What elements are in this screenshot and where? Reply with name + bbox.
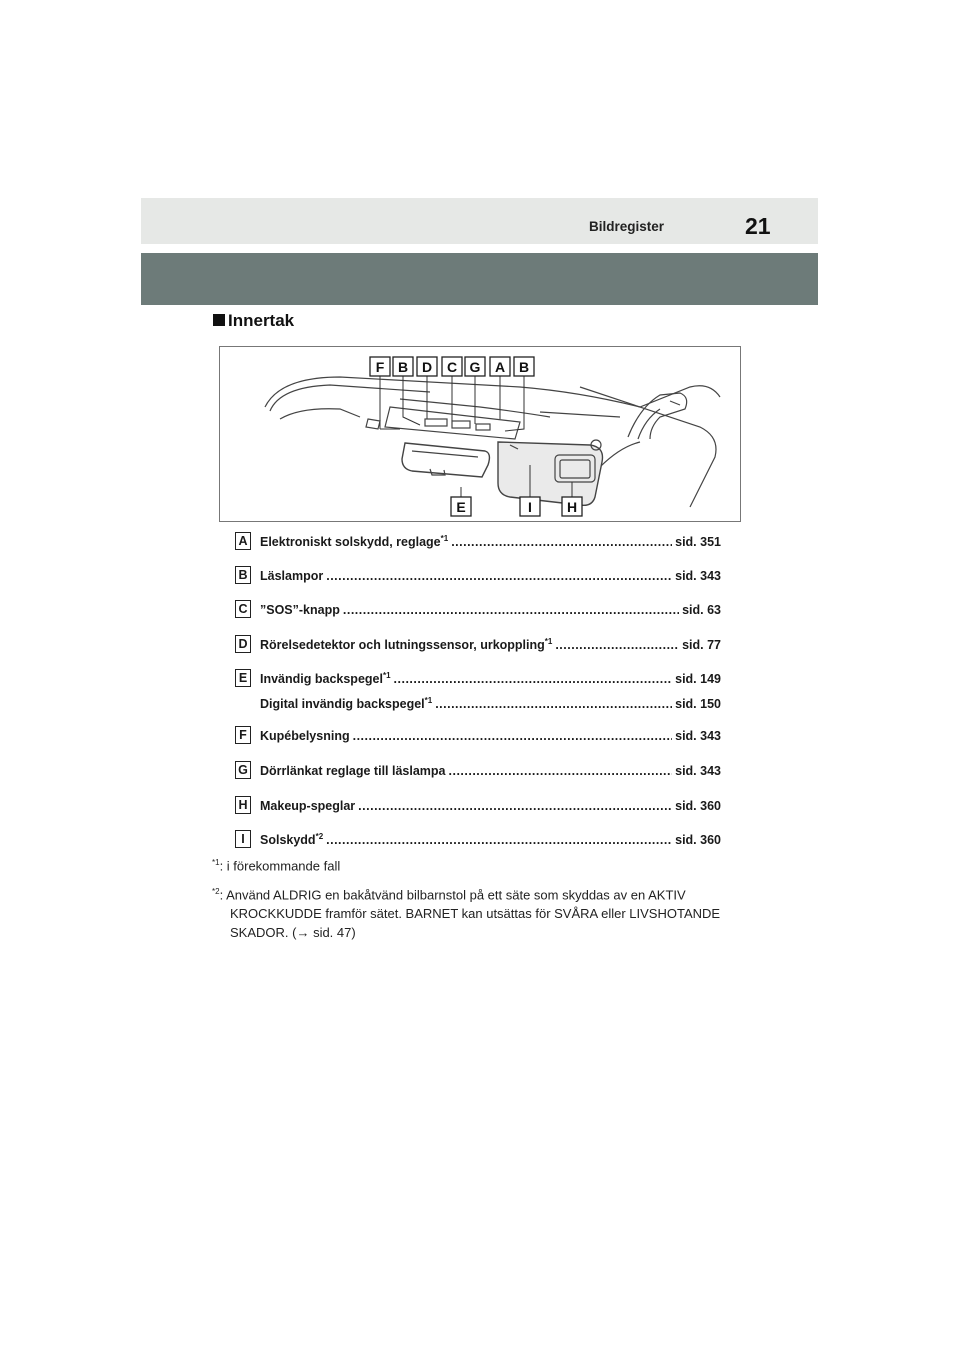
page-number: 21	[745, 213, 771, 239]
entry-row	[260, 764, 721, 778]
entry-row	[260, 672, 721, 686]
footnote-text: : Använd ALDRIG en bakåtvänd bilbarnstol på ett säte som skyddas av en AKTIV KROCKKUDDE framför sätet. BARNET kan utsättas för SVÅRA eller LIVSHOTANDE SKADOR. (→ sid. 47)	[219, 887, 721, 941]
entry-page-ref: sid. 343	[675, 764, 721, 778]
entry-letter-C: C	[235, 600, 251, 618]
section-title: Innertak	[228, 311, 295, 330]
entry-page-ref: sid. 360	[675, 799, 721, 813]
entry-sup: *1	[440, 533, 449, 543]
entry-sup: *1	[424, 695, 433, 705]
entry-letter-G: G	[235, 761, 251, 779]
entry-text: Elektroniskt solskydd, reglage	[260, 535, 441, 549]
entry-row	[260, 569, 721, 583]
diagram-label-B2: B	[518, 359, 530, 375]
entry-text: ”SOS”-knapp	[260, 603, 340, 617]
diagram-label-E: E	[456, 499, 466, 515]
entry-text: Makeup-speglar	[260, 799, 356, 813]
entry-page-ref: sid. 343	[675, 729, 721, 743]
diagram-label-A: A	[494, 359, 506, 375]
entry-page-ref: sid. 360	[675, 833, 721, 847]
entry-sup: *1	[544, 636, 553, 646]
entry-text: Rörelsedetektor och lutningssensor, urkoppling	[260, 638, 545, 652]
entry-letter-E: E	[235, 669, 251, 687]
entry-page-ref: sid. 63	[682, 603, 721, 617]
entry-sup: *1	[382, 670, 391, 680]
entry-row	[260, 535, 721, 549]
entry-text: Digital invändig backspegel	[260, 697, 425, 711]
section-name: Bildregister	[589, 219, 665, 234]
entry-letter-B: B	[235, 566, 251, 584]
diagram-label-H: H	[566, 499, 578, 515]
entry-row	[260, 638, 721, 652]
entry-letter-A: A	[235, 532, 251, 550]
entry-text: Invändig backspegel	[260, 672, 383, 686]
entry-text: Kupébelysning	[260, 729, 350, 743]
entry-page-ref: sid. 149	[675, 672, 721, 686]
entry-row	[260, 729, 721, 743]
square-bullet-icon	[213, 314, 225, 326]
header-bar	[141, 253, 818, 305]
diagram-label-I: I	[528, 499, 532, 515]
footnote-1	[212, 858, 340, 873]
diagram-label-B: B	[397, 359, 409, 375]
diagram-label-G: G	[469, 359, 481, 375]
entry-page-ref: sid. 150	[675, 697, 721, 711]
footnote-2	[212, 882, 732, 942]
entry-row	[260, 603, 721, 617]
entry-letter-D: D	[235, 635, 251, 653]
entry-page-ref: sid. 343	[675, 569, 721, 583]
entry-sup: *2	[315, 831, 324, 841]
entry-letter-F: F	[235, 726, 251, 744]
diagram-label-D: D	[421, 359, 433, 375]
entry-row	[260, 799, 721, 813]
entry-page-ref: sid. 77	[682, 638, 721, 652]
entry-page-ref: sid. 351	[675, 535, 721, 549]
entry-letter-H: H	[235, 796, 251, 814]
entry-text: Dörrlänkat reglage till läslampa	[260, 764, 446, 778]
footnote-text: : i förekommande fall	[219, 858, 341, 874]
footnote-mark: *2	[212, 887, 220, 896]
footnote-mark: *1	[212, 858, 220, 867]
entry-letter-I: I	[235, 830, 251, 848]
diagram-label-C: C	[446, 359, 458, 375]
entry-text: Läslampor	[260, 569, 324, 583]
page-header	[141, 198, 818, 244]
diagram-label-F: F	[375, 359, 385, 375]
interior-roof-diagram	[219, 346, 741, 522]
entry-text: Solskydd	[260, 833, 316, 847]
entry-row	[260, 697, 721, 711]
entry-row	[260, 833, 721, 847]
section-heading	[213, 311, 294, 331]
